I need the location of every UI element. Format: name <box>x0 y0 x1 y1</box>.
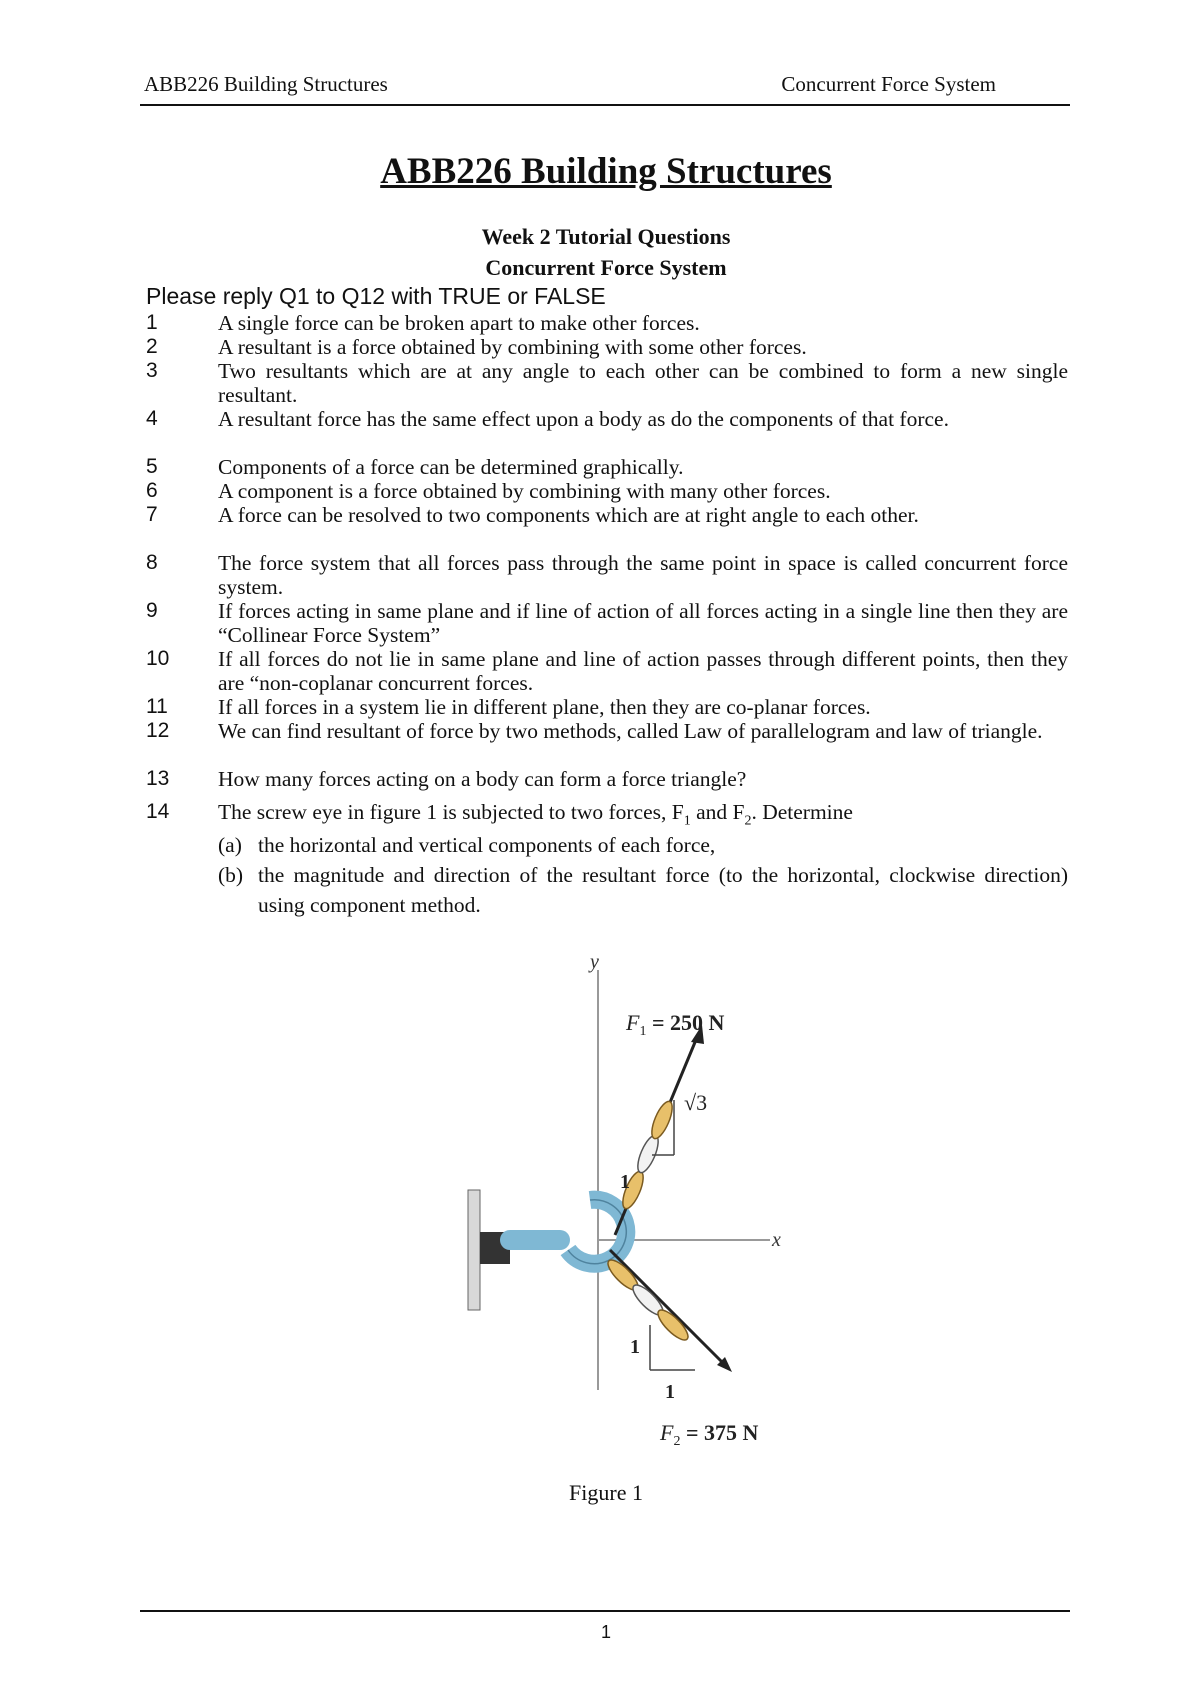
question-item <box>146 455 1068 479</box>
question-number: 1 <box>146 311 158 334</box>
slope1-run-label: 1 <box>620 1171 630 1193</box>
question-item <box>146 695 1068 719</box>
page-number: 1 <box>600 1622 611 1642</box>
question-item <box>146 551 1068 599</box>
question-number: 12 <box>146 719 170 742</box>
question-text: If all forces do not lie in same plane and line of action passes through different points, then they are “non-coplanar concurrent forces. <box>218 647 1068 695</box>
question-text: How many forces acting on a body can form a force triangle? <box>218 767 747 791</box>
question-number: 5 <box>146 455 158 478</box>
subquestion-label: (b) <box>218 863 244 887</box>
subquestion-text: the horizontal and vertical components of each force, <box>258 833 716 857</box>
question-text: The force system that all forces pass through the same point in space is called concurrent force system. <box>218 551 1068 599</box>
question-number: 13 <box>146 767 170 790</box>
chain-link <box>634 1133 663 1175</box>
instruction-text: Please reply Q1 to Q12 with TRUE or FALSE <box>146 283 606 309</box>
question-text: Two resultants which are at any angle to each other can be combined to form a new single resultant. <box>218 359 1068 407</box>
subtitle-week: Week 2 Tutorial Questions <box>481 224 731 249</box>
force-f2-label: $F_2 = 375$ N <box>660 1420 759 1449</box>
question-item <box>146 647 1068 695</box>
question-text: The screw eye in figure 1 is subjected to two forces, $F_1$ and $F_2$. Determine <box>218 800 853 829</box>
force-f1-label: $F_1 = 250$ N <box>626 1010 725 1039</box>
question-text: If all forces in a system lie in different plane, then they are co-planar forces. <box>218 695 871 719</box>
question-number: 9 <box>146 599 158 622</box>
question-text: We can find resultant of force by two methods, called Law of parallelogram and law of triangle. <box>218 719 1043 743</box>
question-number: 14 <box>146 800 170 823</box>
slope1-rise-label: √3 <box>684 1090 708 1115</box>
question-item <box>146 479 1068 503</box>
subquestion-b <box>218 860 1068 920</box>
question-text: A single force can be broken apart to make other forces. <box>218 311 700 335</box>
question-text: A resultant force has the same effect upon a body as do the components of that force. <box>218 407 949 431</box>
screw-eye-figure <box>440 950 860 1450</box>
question-item <box>146 719 1068 743</box>
question-number: 8 <box>146 551 158 574</box>
page-header <box>140 70 1070 106</box>
question-number: 11 <box>146 695 168 718</box>
chain-link <box>648 1099 677 1141</box>
force-f2-line <box>610 1250 725 1365</box>
slope2-run-label: 1 <box>665 1381 675 1403</box>
page-title: ABB226 Building Structures <box>380 151 832 192</box>
question-number: 3 <box>146 359 158 382</box>
footer-rule <box>140 1610 1070 1612</box>
wall-plate <box>468 1190 480 1310</box>
question-text: If forces acting in same plane and if line of action of all forces acting in a single line then they are “Collinear Force System” <box>218 599 1068 647</box>
header-course: ABB226 Building Structures <box>144 72 388 96</box>
subquestion-a <box>218 830 1068 860</box>
question-item <box>146 335 1068 359</box>
question-number: 4 <box>146 407 158 430</box>
question-item <box>146 800 1068 833</box>
question-number: 2 <box>146 335 158 358</box>
question-item <box>146 767 1068 791</box>
figure-caption: Figure 1 <box>569 1480 643 1505</box>
subquestion-label: (a) <box>218 833 242 857</box>
question-item <box>146 359 1068 407</box>
subquestion-text: the magnitude and direction of the resultant force (to the horizontal, clockwise direction) using component method. <box>258 863 1068 917</box>
question-item <box>146 599 1068 647</box>
question-item <box>146 311 1068 335</box>
question-item <box>146 407 1068 431</box>
x-axis-label: x <box>772 1229 781 1251</box>
question-item <box>146 503 1068 527</box>
question-number: 7 <box>146 503 158 526</box>
question-number: 6 <box>146 479 158 502</box>
subtitle-topic: Concurrent Force System <box>485 255 727 280</box>
question-text: A component is a force obtained by combining with many other forces. <box>218 479 831 503</box>
question-text: A resultant is a force obtained by combining with some other forces. <box>218 335 807 359</box>
y-axis-label: y <box>590 951 599 973</box>
question-text: Components of a force can be determined graphically. <box>218 455 684 479</box>
header-topic: Concurrent Force System <box>781 72 996 96</box>
question-number: 10 <box>146 647 170 670</box>
question-text: A force can be resolved to two components which are at right angle to each other. <box>218 503 919 527</box>
slope2-rise-label: 1 <box>630 1336 640 1358</box>
